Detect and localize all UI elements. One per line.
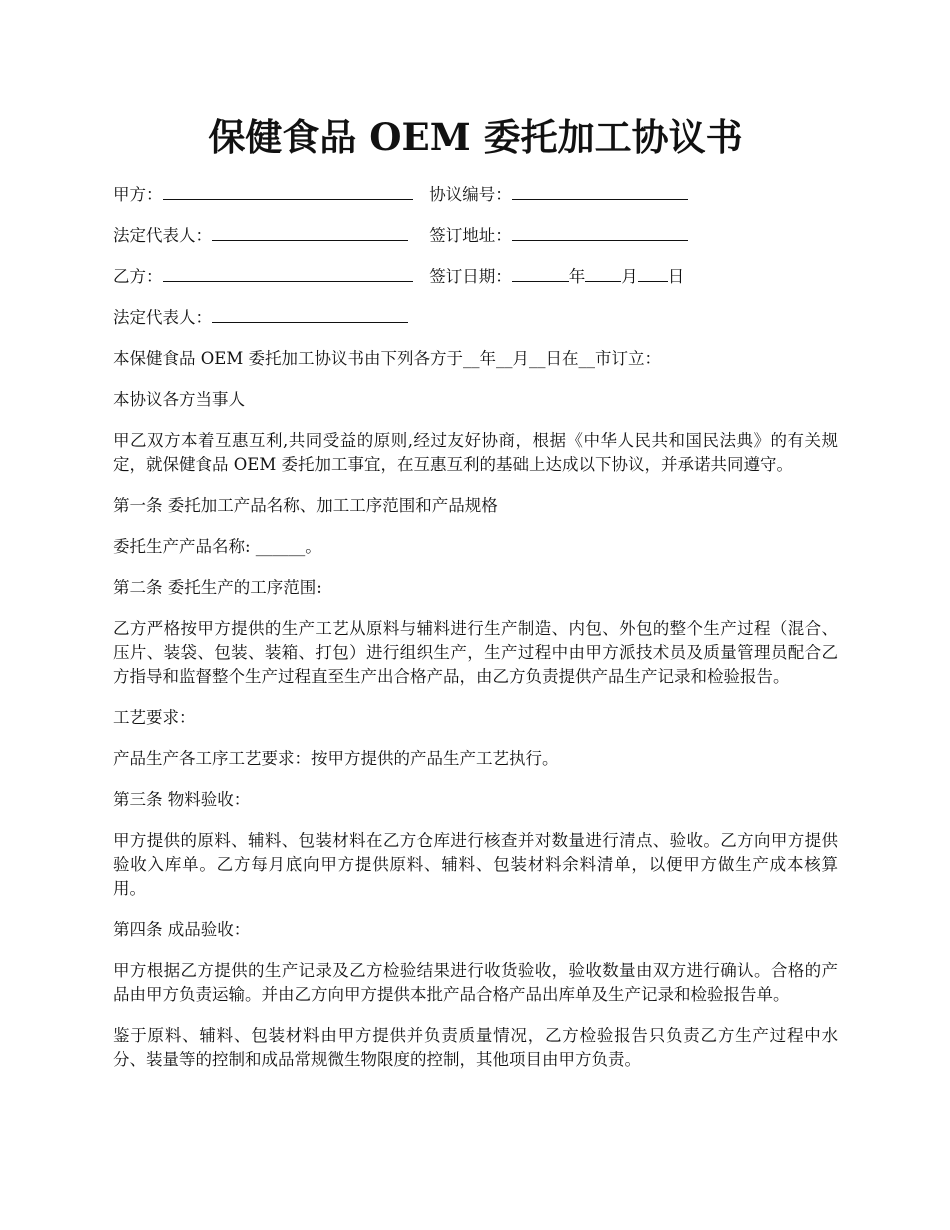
product-name-line: 委托生产产品名称: ______。 <box>113 537 322 556</box>
article-3-paragraph: 甲方提供的原料、辅料、包装材料在乙方仓库进行核查并对数量进行清点、验收。乙方向甲方提供验收入库单。乙方每月底向甲方提供原料、辅料、包装材料余料清单，以便甲方做生产成本核算用。 <box>113 831 838 898</box>
header-fields <box>113 174 838 338</box>
preamble-paragraph: 甲乙双方本着互惠互利,共同受益的原则,经过友好协商，根据《中华人民共和国民法典》的有关规定，就保健食品 OEM 委托加工事宜，在互惠互利的基础上达成以下协议，并承诺共同遵守。 <box>113 431 838 474</box>
document-title: 保健食品 OEM 委托加工协议书 <box>208 115 743 159</box>
legal-rep-a-field <box>113 215 424 256</box>
header-row-party-b <box>113 256 838 297</box>
party-a-field <box>113 174 424 215</box>
sign-place-blank <box>512 220 688 241</box>
header-row-party-a <box>113 174 838 215</box>
sign-place-label: 签订地址： <box>429 226 512 245</box>
day-label: 日 <box>667 267 685 286</box>
sign-month-blank <box>585 261 621 282</box>
process-requirements-paragraph: 产品生产各工序工艺要求：按甲方提供的产品生产工艺执行。 <box>113 749 559 768</box>
legal-rep-b-field <box>113 297 424 338</box>
party-b-label: 乙方： <box>113 267 163 286</box>
party-a-blank <box>163 179 413 200</box>
header-row-legal-rep-b <box>113 297 838 338</box>
legal-rep-a-blank <box>212 220 408 241</box>
article-1-heading: 第一条 委托加工产品名称、加工工序范围和产品规格 <box>113 496 498 515</box>
sign-year-blank <box>512 261 569 282</box>
month-label: 月 <box>621 267 638 286</box>
header-row-legal-rep-a <box>113 215 838 256</box>
process-requirements-heading: 工艺要求： <box>113 708 196 727</box>
sign-date-field <box>429 256 684 297</box>
sign-place-field <box>429 215 688 256</box>
legal-rep-b-label: 法定代表人： <box>113 308 212 327</box>
party-a-label: 甲方： <box>113 185 163 204</box>
legal-rep-b-blank <box>212 302 408 323</box>
article-4-heading: 第四条 成品验收： <box>113 920 251 939</box>
article-4-paragraph: 甲方根据乙方提供的生产记录及乙方检验结果进行收货验收，验收数量由双方进行确认。合格的产品由甲方负责运输。并由乙方向甲方提供本批产品合格产品出库单及生产记录和检验报告单。 <box>113 961 838 1004</box>
parties-heading: 本协议各方当事人 <box>113 390 245 409</box>
document-body <box>113 347 838 1072</box>
agreement-no-field <box>429 174 688 215</box>
quality-responsibility-paragraph: 鉴于原料、辅料、包装材料由甲方提供并负责质量情况，乙方检验报告只负责乙方生产过程中水分、装量等的控制和成品常规微生物限度的控制，其他项目由甲方负责。 <box>113 1026 838 1069</box>
sign-day-blank <box>638 261 668 282</box>
article-2-paragraph: 乙方严格按甲方提供的生产工艺从原料与辅料进行生产制造、内包、外包的整个生产过程（混合、压片、装袋、包装、装箱、打包）进行组织生产，生产过程中由甲方派技术员及质量管理员配合乙方指导和监督整个生产过程直至生产出合格产品，由乙方负责提供产品生产记录和检验报告。 <box>113 619 838 686</box>
intro-paragraph: 本保健食品 OEM 委托加工协议书由下列各方于__年__月__日在__市订立： <box>113 349 661 368</box>
legal-rep-a-label: 法定代表人： <box>113 226 212 245</box>
year-label: 年 <box>568 267 586 286</box>
article-2-heading: 第二条 委托生产的工序范围: <box>113 578 322 597</box>
agreement-no-label: 协议编号： <box>429 185 512 204</box>
party-b-field <box>113 256 424 297</box>
article-3-heading: 第三条 物料验收： <box>113 790 251 809</box>
sign-date-label: 签订日期： <box>429 267 512 286</box>
party-b-blank <box>163 261 413 282</box>
agreement-no-blank <box>512 179 688 200</box>
